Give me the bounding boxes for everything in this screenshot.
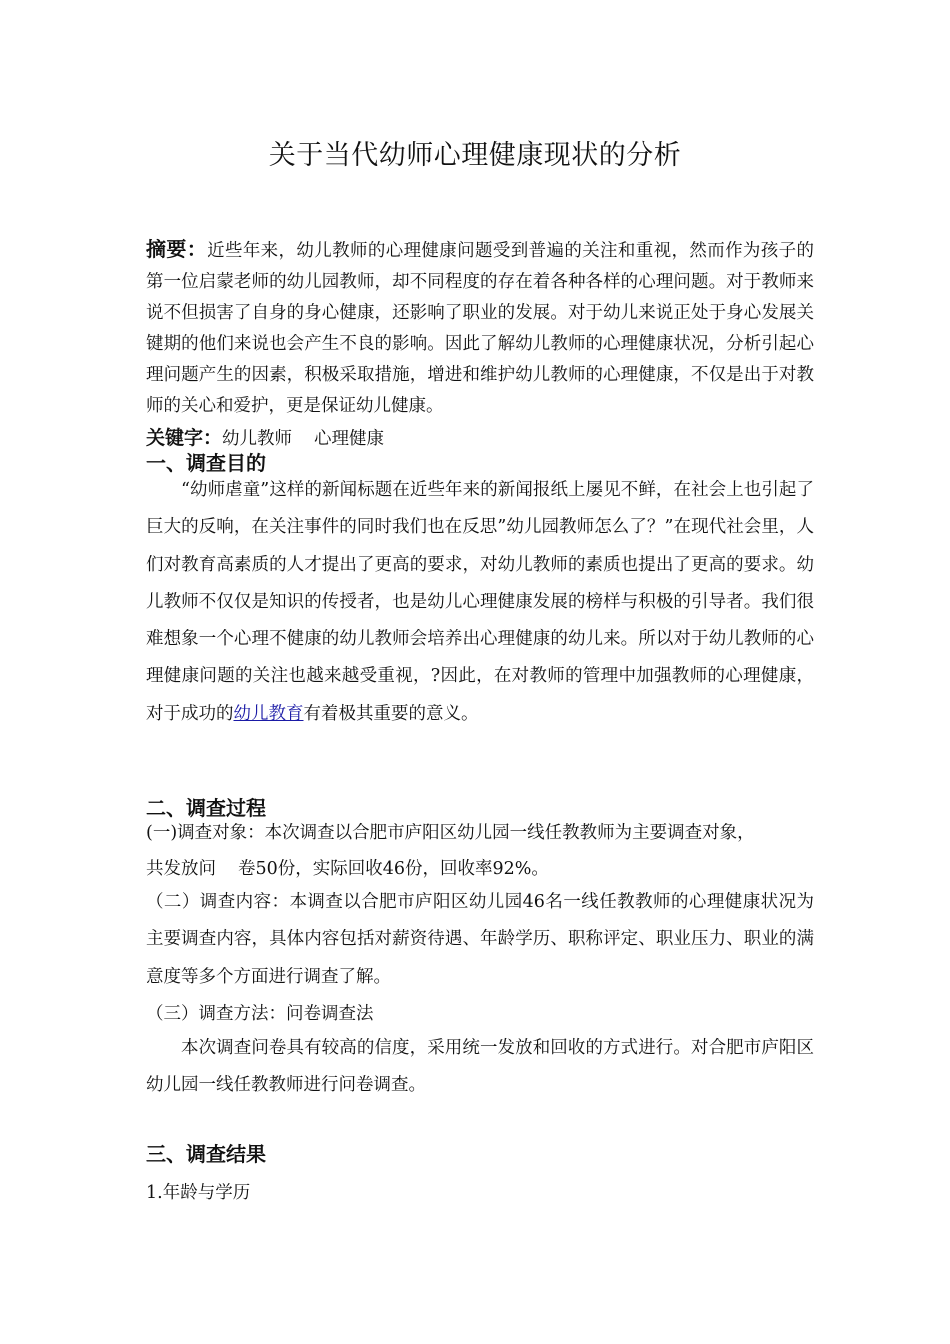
abstract-text: 近些年来，幼儿教师的心理健康问题受到普遍的关注和重视，然而作为孩子的第一位启蒙老师的幼儿园教师，却不同程度的存在着各种各样的心理问题。对于教师来说不但损害了自身的身心健康，还影响了职业的发展。对于幼儿来说正处于身心发展关键期的他们来说也会产生不良的影响。因此了解幼儿教师的心理健康状况，分析引起心理问题产生的因素，积极采取措施，增进和维护幼儿教师的心理健康，不仅是出于对教师的关心和爱护，更是保证幼儿健康。 <box>146 241 815 416</box>
keyword-item: 幼儿教师 <box>222 429 293 449</box>
keywords-label: 关键字： <box>146 427 223 449</box>
survey-subject-line2 <box>146 856 826 882</box>
survey-method-line: （三）调查方法：问卷调查法 <box>146 1004 374 1024</box>
section-heading-results: 三、调查结果 <box>146 1142 266 1166</box>
survey-subject-text-a: 共发放问 <box>146 859 216 879</box>
survey-content-paragraph: （二）调查内容：本调查以合肥市庐阳区幼儿园46名一线任教教师的心理健康状况为主要调查内容，具体内容包括对薪资待遇、年龄学历、职称评定、职业压力、职业的满意度等多个方面进行调查了解。 <box>146 892 814 987</box>
survey-subject-text-b: 卷50份，实际回收46份，回收率92%。 <box>238 859 549 879</box>
purpose-text-end: 有着极其重要的意义。 <box>303 703 479 724</box>
document-title: 关于当代幼师心理健康现状的分析 <box>268 140 682 171</box>
survey-method-paragraph: 本次调查问卷具有较高的信度，采用统一发放和回收的方式进行。对合肥市庐阳区幼儿园一线任教教师进行问卷调查。 <box>146 1038 814 1096</box>
subsection-age-education: 1.年龄与学历 <box>146 1183 251 1203</box>
section-heading-process: 二、调查过程 <box>146 796 266 820</box>
early-education-link[interactable]: 幼儿教育 <box>233 703 304 724</box>
keywords-line <box>146 425 384 452</box>
abstract-paragraph <box>146 234 814 422</box>
section-heading-purpose: 一、调查目的 <box>146 451 266 475</box>
purpose-paragraph <box>146 472 814 733</box>
purpose-text: “幼师虐童”这样的新闻标题在近些年来的新闻报纸上屡见不鲜，在社会上也引起了巨大的反响，在关注事件的同时我们也在反思”幼儿园教师怎么了？”在现代社会里，人们对教育高素质的人才提出了更高的要求，对幼儿教师的素质也提出了更高的要求。幼儿教师不仅仅是知识的传授者，也是幼儿心理健康发展的榜样与积极的引导者。我们很难想象一个心理不健康的幼儿教师会培养出心理健康的幼儿来。所以对于幼儿教师的心理健康问题的关注也越来越受重视，?因此，在对教师的管理中加强教师的心理健康，对于成功的 <box>146 480 814 724</box>
survey-subject-line1: (一)调查对象：本次调查以合肥市庐阳区幼儿园一线任教教师为主要调查对象， <box>146 823 755 843</box>
abstract-label: 摘要： <box>146 237 208 261</box>
keyword-item: 心理健康 <box>314 429 385 449</box>
